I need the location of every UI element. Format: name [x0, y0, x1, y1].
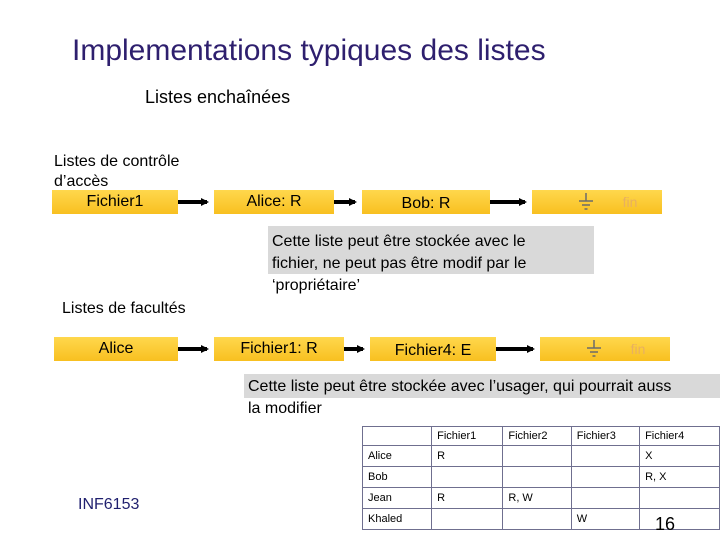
acl-note-line2: fichier, ne peut pas être modif par le — [272, 255, 527, 272]
acl-heading-line1: Listes de contrôle — [54, 153, 180, 170]
matrix-cell: R — [432, 488, 503, 509]
matrix-cell: R, X — [640, 467, 720, 488]
matrix-header-row — [363, 427, 720, 446]
matrix-cell — [571, 446, 639, 467]
cap-node-file1-label: Fichier1: R — [240, 340, 318, 357]
matrix-cell — [432, 509, 503, 530]
matrix-header-cell: Fichier2 — [503, 427, 571, 446]
cap-heading: Listes de facultés — [62, 300, 186, 317]
matrix-row — [363, 446, 720, 467]
cap-node-end-label: fin — [630, 341, 646, 357]
matrix-cell — [640, 509, 720, 530]
cap-note-line2: la modifier — [248, 400, 322, 417]
matrix-row-label: Jean — [363, 488, 432, 509]
matrix-cell — [503, 467, 571, 488]
acl-node-alice-label: Alice: R — [246, 193, 302, 210]
matrix-cell: W — [571, 509, 639, 530]
cap-note-line1: Cette liste peut être stockée avec l’usager, qui pourrait auss — [248, 378, 672, 395]
matrix-cell — [640, 488, 720, 509]
subtitle: Listes enchaînées — [145, 87, 291, 107]
matrix-row-label: Bob — [363, 467, 432, 488]
matrix-header-cell: Fichier1 — [432, 427, 503, 446]
matrix-cell: X — [640, 446, 720, 467]
matrix-row-label: Alice — [363, 446, 432, 467]
course-code: INF6153 — [78, 496, 140, 513]
matrix-cell — [503, 509, 571, 530]
matrix-cell — [503, 446, 571, 467]
cap-node-file4-label: Fichier4: E — [394, 342, 472, 359]
matrix-row — [363, 488, 720, 509]
matrix-cell — [571, 467, 639, 488]
matrix-corner-cell — [363, 427, 432, 446]
matrix-cell: R, W — [503, 488, 571, 509]
acl-note-line1: Cette liste peut être stockée avec le — [272, 233, 526, 250]
acl-node-end-label: fin — [622, 194, 638, 210]
matrix-cell — [432, 467, 503, 488]
matrix-header-cell: Fichier4 — [640, 427, 720, 446]
page-title: Implementations typiques des listes — [72, 34, 546, 67]
acl-heading-line2: d’accès — [54, 173, 109, 190]
acl-node-file-label: Fichier1 — [86, 193, 144, 210]
matrix-row-label: Khaled — [363, 509, 432, 530]
acl-note-line3: ‘propriétaire’ — [272, 277, 361, 294]
page-number: 16 — [655, 514, 676, 534]
acl-node-bob-label: Bob: R — [401, 195, 451, 212]
cap-node-user-label: Alice — [98, 340, 134, 357]
matrix-header-cell: Fichier3 — [571, 427, 639, 446]
matrix-row — [363, 467, 720, 488]
matrix-cell: R — [432, 446, 503, 467]
matrix-cell — [571, 488, 639, 509]
